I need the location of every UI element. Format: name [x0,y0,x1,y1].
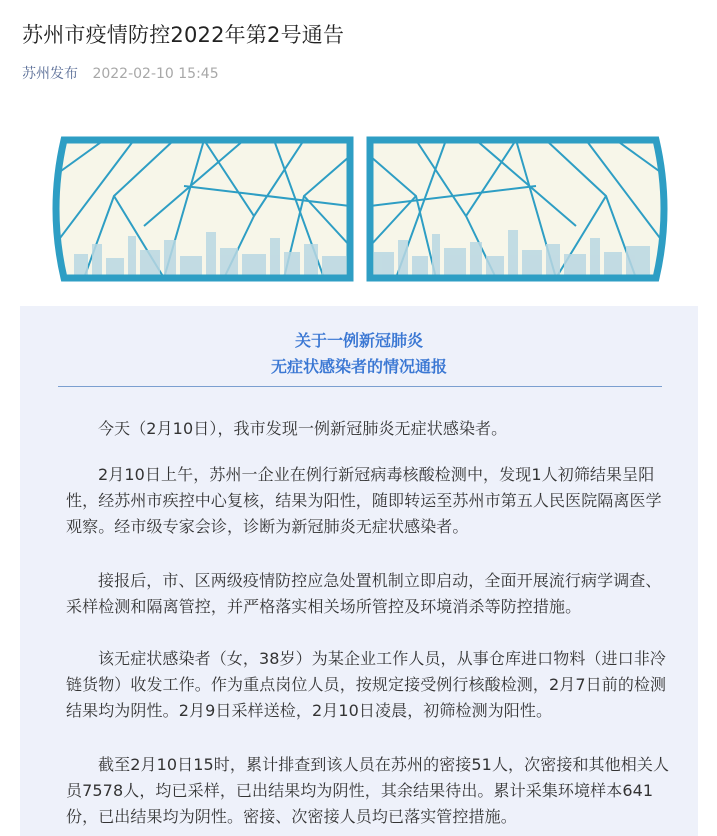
heading-divider [58,386,662,387]
decorative-banner [44,136,676,286]
paragraph: 该无症状感染者（女，38岁）为某企业工作人员，从事仓库进口物料（进口非冷链货物）收发工作。作为重点岗位人员，按规定接受例行核酸检测，2月7日前的检测结果均为阴性。2月9日采样送检，2月10日凌晨，初筛检测为阳性。 [66,649,667,720]
notice-heading [20,328,698,380]
heading-line-2: 无症状感染者的情况通报 [270,357,447,376]
article-title: 苏州市疫情防控2022年第2号通告 [22,23,345,47]
paragraph: 2月10日上午，苏州一企业在例行新冠病毒核酸检测中，发现1人初筛结果呈阳性，经苏州市疾控中心复核，结果为阳性，随即转运至苏州市第五人民医院隔离医学观察。经市级专家会诊，诊断为新冠肺炎无症状感染者。 [66,465,662,536]
notice-card [20,306,698,836]
article-meta [22,64,219,84]
paragraph: 截至2月10日15时，累计排查到该人员在苏州的密接51人，次密接和其他相关人员7578人，均已采样，已出结果均为阴性，其余结果待出。累计采集环境样本641份，已出结果均为阴性。密接、次密接人员均已落实管控措施。 [66,755,670,826]
paragraph: 今天（2月10日），我市发现一例新冠肺炎无症状感染者。 [98,419,508,438]
publish-time: 2022-02-10 15:45 [92,66,219,82]
paragraph: 接报后，市、区两级疫情防控应急处置机制立即启动，全面开展流行病学调查、采样检测和隔离管控，并严格落实相关场所管控及环境消杀等防控措施。 [66,571,662,616]
author-link[interactable]: 苏州发布 [22,66,78,82]
heading-line-1: 关于一例新冠肺炎 [294,331,423,350]
